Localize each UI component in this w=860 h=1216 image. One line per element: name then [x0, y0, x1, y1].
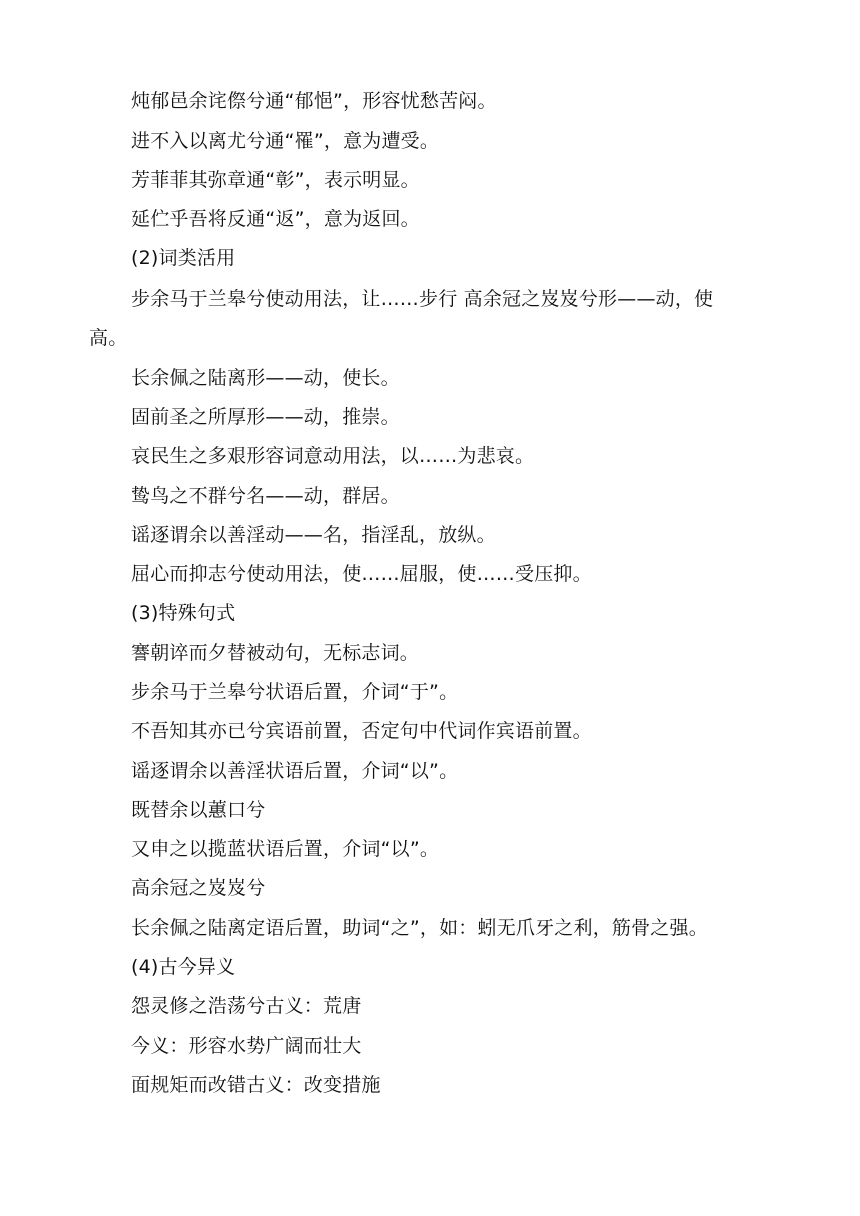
text-line-13: 步余马于兰皋兮状语后置，介词“于”。 [131, 681, 459, 703]
text-line-22: 面规矩而改错古义：改变措施 [131, 1074, 381, 1096]
text-line-7: 固前圣之所厚形——动，推崇。 [131, 406, 400, 428]
text-line-21: 今义：形容水势广阔而壮大 [131, 1035, 362, 1057]
text-line-5: 步余马于兰皋兮使动用法，让……步行 高余冠之岌岌兮形——动，使 [131, 288, 714, 310]
text-line-8: 哀民生之多艰形容词意动用法，以……为悲哀。 [131, 445, 535, 467]
text-line-14: 不吾知其亦已兮宾语前置，否定句中代词作宾语前置。 [131, 720, 592, 742]
text-line-12: 謇朝谇而夕替被动句，无标志词。 [131, 642, 420, 664]
text-line-19: 长余佩之陆离定语后置，助词“之”，如：蚓无爪牙之利，筋骨之强。 [131, 917, 708, 939]
text-line-10: 谣逐谓余以善淫动——名，指淫乱，放纵。 [131, 524, 496, 546]
text-line-3: 芳菲菲其弥章通“彰”，表示明显。 [131, 169, 420, 191]
text-line-2: 进不入以离尤兮通“罹”，意为遭受。 [131, 130, 440, 152]
text-line-15: 谣逐谓余以善淫状语后置，介词“以”。 [131, 760, 459, 782]
section-heading-2: (2)词类活用 [131, 247, 236, 269]
text-line-17: 又申之以揽蓝状语后置，介词“以”。 [131, 838, 440, 860]
text-line-9: 鸷鸟之不群兮名——动，群居。 [131, 485, 400, 507]
text-line-11: 屈心而抑志兮使动用法，使……屈服，使……受压抑。 [131, 563, 592, 585]
text-line-20: 怨灵修之浩荡兮古义：荒唐 [131, 995, 362, 1017]
section-heading-3: (3)特殊句式 [131, 602, 236, 624]
text-line-5-continuation: 高。 [89, 327, 128, 349]
text-line-16: 既替余以蕙口兮 [131, 799, 266, 821]
text-line-6: 长余佩之陆离形——动，使长。 [131, 367, 400, 389]
text-line-4: 延伫乎吾将反通“返”，意为返回。 [131, 208, 420, 230]
text-line-1: 炖郁邑余诧傺兮通“郁悒”，形容忧愁苦闷。 [131, 90, 497, 112]
text-line-18: 高余冠之岌岌兮 [131, 877, 266, 899]
section-heading-4: (4)古今异义 [131, 956, 236, 978]
